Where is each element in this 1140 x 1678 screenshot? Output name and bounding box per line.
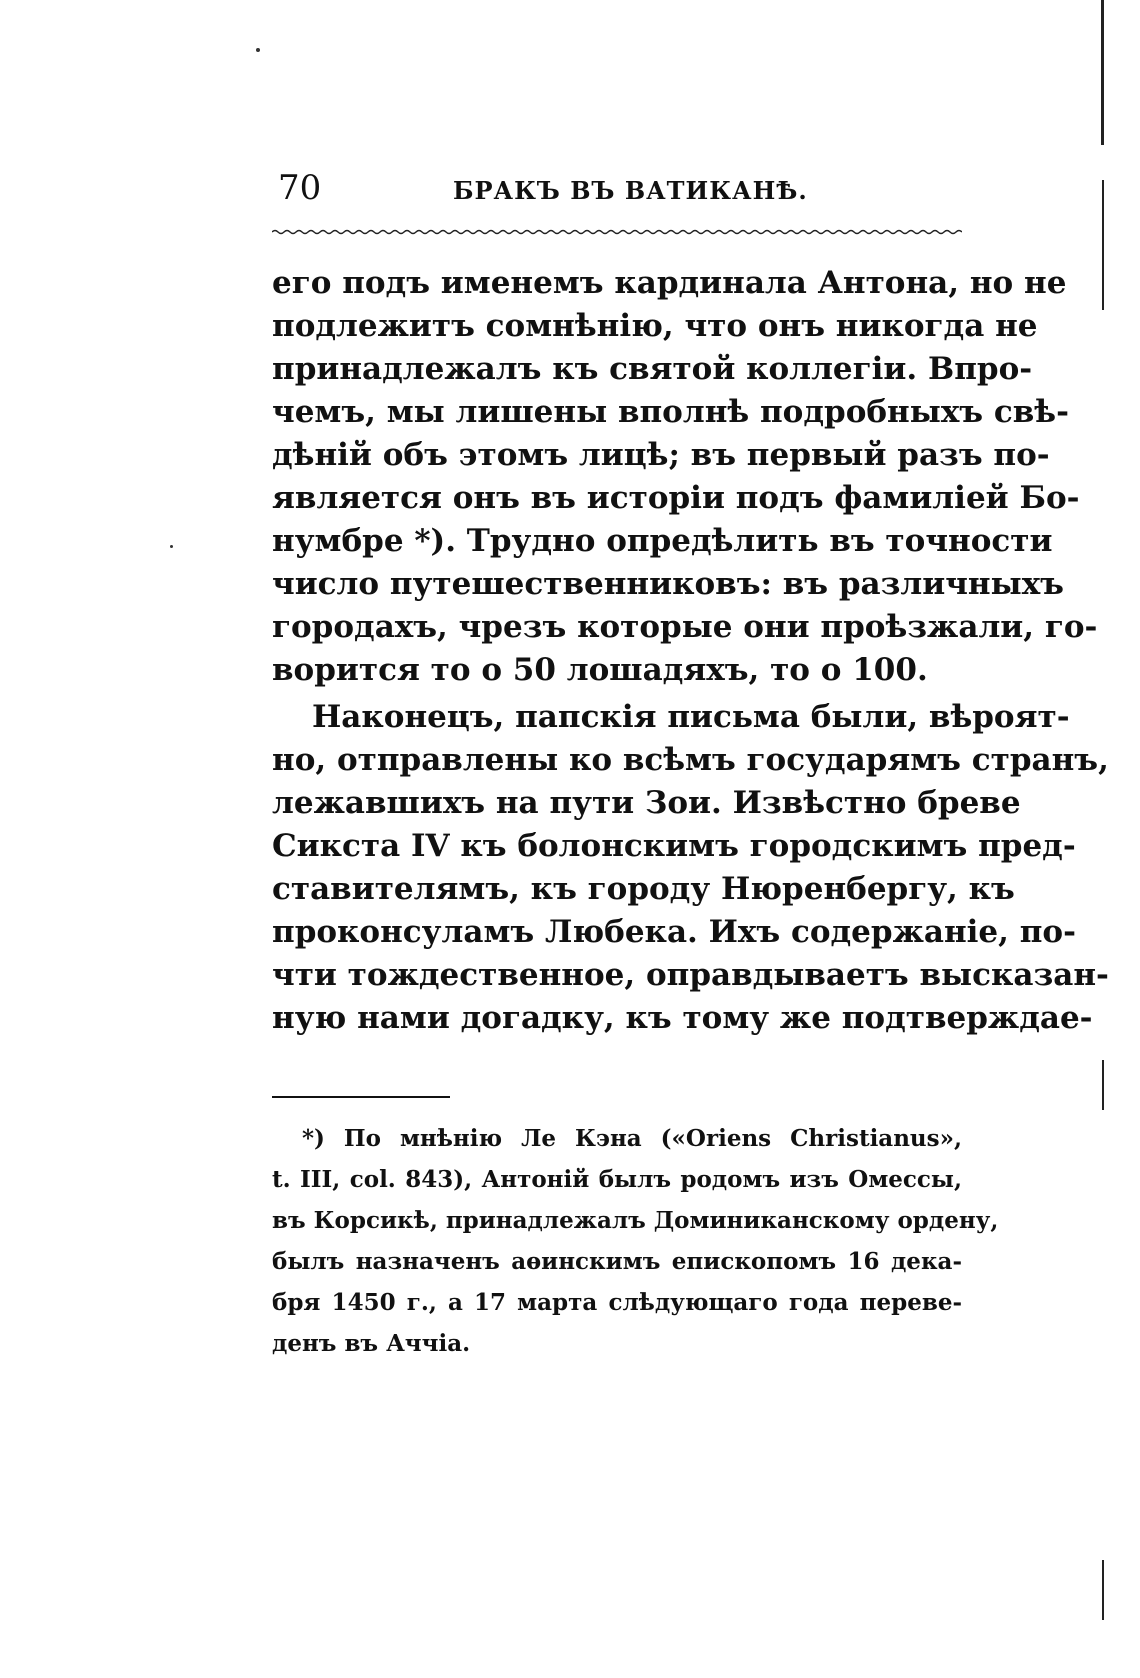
- footnote: [272, 1118, 999, 1364]
- text-line: чти тождественное, оправдываетъ высказан-: [272, 957, 1109, 993]
- text-line: Сикста IV къ болонскимъ городскимъ пред-: [272, 828, 1076, 864]
- text-line: ную нами догадку, къ тому же подтверждае-: [272, 1000, 1093, 1036]
- scan-edge-mark: [1102, 180, 1104, 310]
- text-line: дѣній объ этомъ лицѣ; въ первый разъ по-: [272, 437, 1050, 473]
- text-line: Наконецъ, папскія письма были, вѣроят-: [312, 699, 1070, 735]
- text-line: число путешественниковъ: въ различныхъ: [272, 566, 1064, 602]
- scan-edge-mark: [1102, 1060, 1104, 1110]
- scan-edge-mark: [1102, 1560, 1104, 1620]
- main-text: [272, 262, 1109, 1040]
- footnote-line: *) По мнѣнію Ле Кэна («Oriens Christianus»,: [302, 1125, 962, 1152]
- header-wavy-rule: [272, 228, 962, 236]
- text-line: является онъ въ исторіи подъ фамиліей Бо-: [272, 480, 1080, 516]
- text-line: ставителямъ, къ городу Нюренбергу, къ: [272, 871, 1015, 907]
- scan-speck: [256, 48, 260, 52]
- text-line: подлежитъ сомнѣнію, что онъ никогда не: [272, 308, 1038, 344]
- footnote-rule: [272, 1096, 450, 1098]
- text-line: его подъ именемъ кардинала Антона, но не: [272, 265, 1067, 301]
- footnote-line: t. III, col. 843), Антоній былъ родомъ изъ Омессы,: [272, 1166, 962, 1193]
- text-line: нумбре *). Трудно опредѣлить въ точности: [272, 523, 1053, 559]
- footnote-line: былъ назначенъ аѳинскимъ епископомъ 16 дека-: [272, 1248, 962, 1275]
- text-line: принадлежалъ къ святой коллегіи. Впро-: [272, 351, 1033, 387]
- text-line: чемъ, мы лишены вполнѣ подробныхъ свѣ-: [272, 394, 1069, 430]
- page-number: 70: [278, 168, 322, 208]
- running-title: БРАКЪ ВЪ ВАТИКАНѢ.: [453, 176, 808, 205]
- page-header: [278, 168, 958, 218]
- text-line: но, отправлены ко всѣмъ государямъ странъ,: [272, 742, 1109, 778]
- footnote-line: бря 1450 г., а 17 марта слѣдующаго года переве-: [272, 1289, 962, 1316]
- text-line: ворится то о 50 лошадяхъ, то о 100.: [272, 652, 928, 688]
- text-line: городахъ, чрезъ которые они проѣзжали, го-: [272, 609, 1098, 645]
- footnote-line: въ Корсикѣ, принадлежалъ Доминиканскому ордену,: [272, 1207, 999, 1234]
- scan-edge-mark: [1101, 0, 1104, 145]
- text-line: лежавшихъ на пути Зои. Извѣстно бреве: [272, 785, 1021, 821]
- scan-speck: [170, 545, 173, 548]
- footnote-line: денъ въ Аччіа.: [272, 1330, 471, 1357]
- text-line: проконсуламъ Любека. Ихъ содержаніе, по-: [272, 914, 1076, 950]
